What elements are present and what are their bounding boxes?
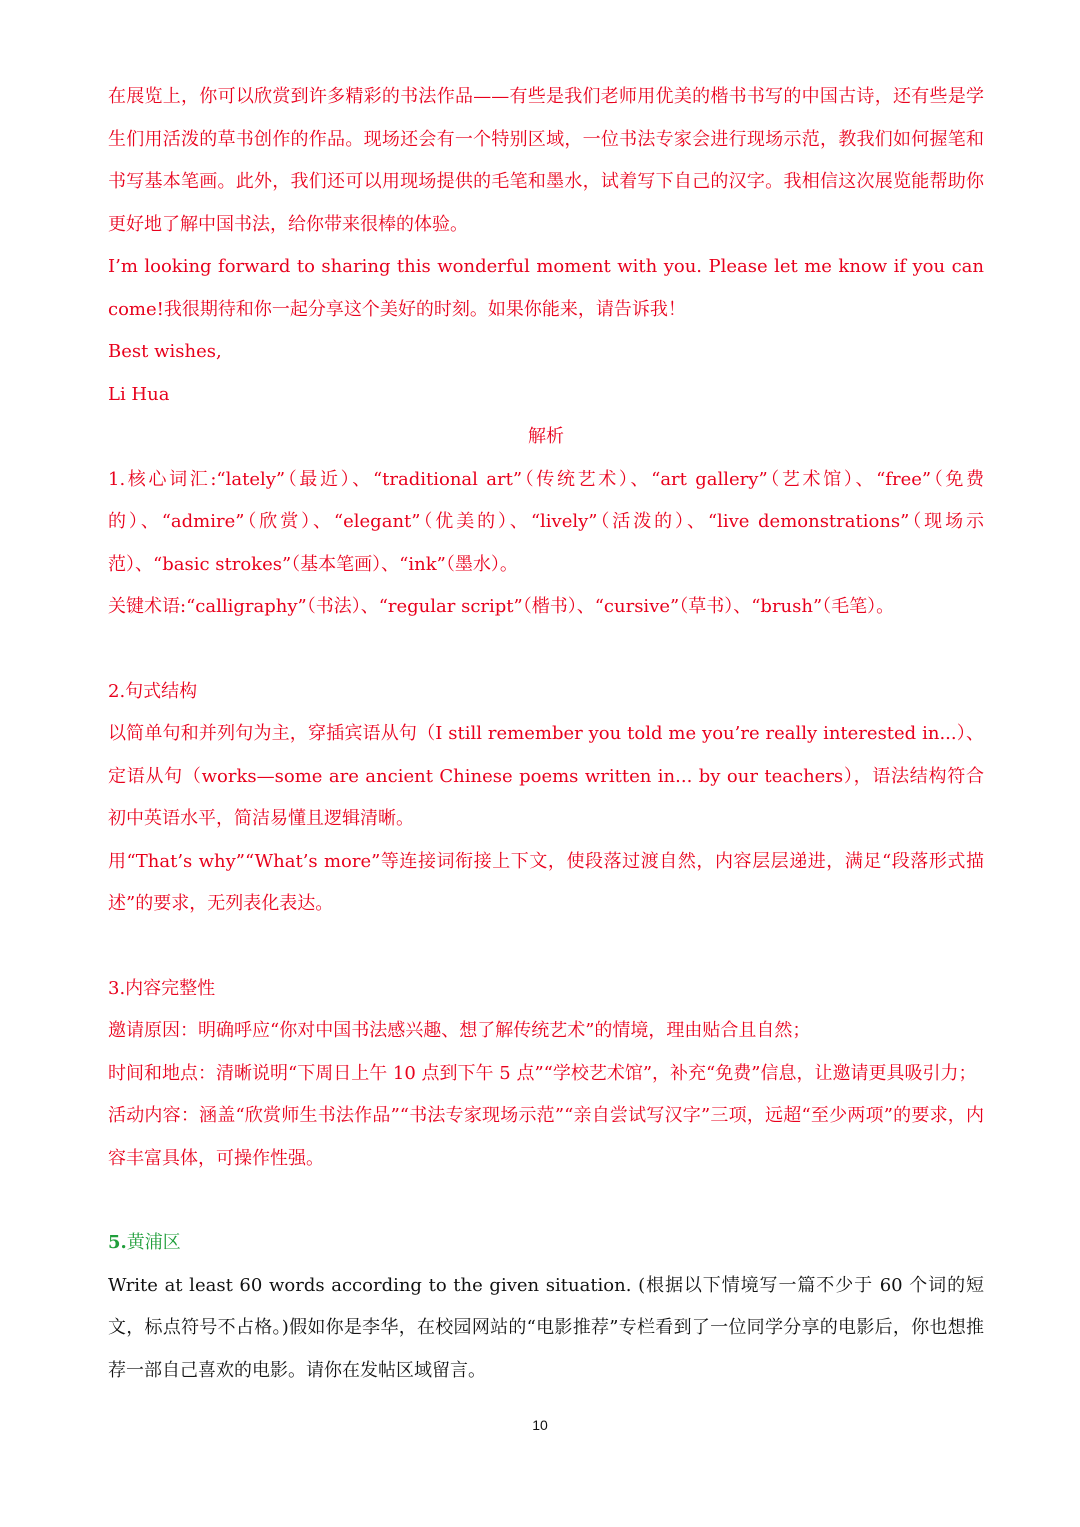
analysis-section-1-terms: 关键术语:“calligraphy”（书法）、“regular script”（楷书）、“cursive”（草书）、“brush”（毛笔）。 bbox=[108, 596, 895, 617]
page-number: 10 bbox=[532, 1417, 548, 1433]
document-page bbox=[108, 76, 984, 1392]
question-5-heading bbox=[108, 1222, 984, 1265]
spacer bbox=[108, 926, 984, 968]
analysis-section-3-activities: 活动内容：涵盖“欣赏师生书法作品”“书法专家现场示范”“亲自尝试写汉字”三项，远超“至少两项”的要求，内容丰富具体，可操作性强。 bbox=[108, 1105, 984, 1169]
question-district: 黄浦区 bbox=[126, 1232, 181, 1253]
analysis-section-1-vocab: 1.核心词汇:“lately”（最近）、“traditional art”（传统艺术）、“art gallery”（艺术馆）、“free”（免费的）、“admire”（欣赏）、“elegant”（优美的）、“lively”（活泼的）、“live demonstrations”（现场示范）、“basic strokes”（基本笔画）、“ink”（墨水）。 bbox=[108, 468, 984, 575]
letter-paragraph-1: 在展览上，你可以欣赏到许多精彩的书法作品——有些是我们老师用优美的楷书书写的中国古诗，还有些是学生们用活泼的草书创作的作品。现场还会有一个特别区域，一位书法专家会进行现场示范，教我们如何握笔和书写基本笔画。此外，我们还可以用现场提供的毛笔和墨水，试着写下自己的汉字。我相信这次展览能帮助你更好地了解中国书法，给你带来很棒的体验。 bbox=[108, 86, 984, 235]
question-5-prompt: Write at least 60 words according to the given situation. (根据以下情境写一篇不少于 60 个词的短文，标点符号不占格。)假如你是李华，在校园网站的“电影推荐”专栏看到了一位同学分享的电影后，你也想推荐一部自己喜欢的电影。请你在发帖区域留言。 bbox=[108, 1274, 984, 1381]
analysis-section-3-time-place: 时间和地点：清晰说明“下周日上午 10 点到下午 5 点”“学校艺术馆”，补充“免费”信息，让邀请更具吸引力； bbox=[108, 1062, 977, 1084]
analysis-section-3-reason: 邀请原因：明确呼应“你对中国书法感兴趣、想了解传统艺术”的情境，理由贴合且自然； bbox=[108, 1020, 811, 1041]
analysis-section-2-para-2: 用“That’s why”“What’s more”等连接词衔接上下文，使段落过渡自然，内容层层递进，满足“段落形式描述”的要求，无列表化表达。 bbox=[108, 850, 984, 914]
question-number: 5. bbox=[108, 1232, 127, 1253]
analysis-section-2-title: 2.句式结构 bbox=[108, 680, 198, 702]
analysis-title: 解析 bbox=[528, 426, 564, 447]
letter-paragraph-2: I’m looking forward to sharing this wonderful moment with you. Please let me know if you can come!我很期待和你一起分享这个美好的时刻。如果你能来，请告诉我！ bbox=[108, 256, 984, 320]
letter-closing: Best wishes, bbox=[108, 341, 222, 362]
analysis-section-3-title: 3.内容完整性 bbox=[108, 977, 216, 999]
letter-signature: Li Hua bbox=[108, 383, 170, 405]
spacer bbox=[108, 629, 984, 671]
spacer bbox=[108, 1180, 984, 1222]
analysis-section-2-para-1: 以简单句和并列句为主，穿插宾语从句（I still remember you told me you’re really interested in...）、定语从句（works—some are ancient Chinese poems written in... by our teachers），语法结构符合初中英语水平，简洁易懂且逻辑清晰。 bbox=[108, 723, 984, 829]
